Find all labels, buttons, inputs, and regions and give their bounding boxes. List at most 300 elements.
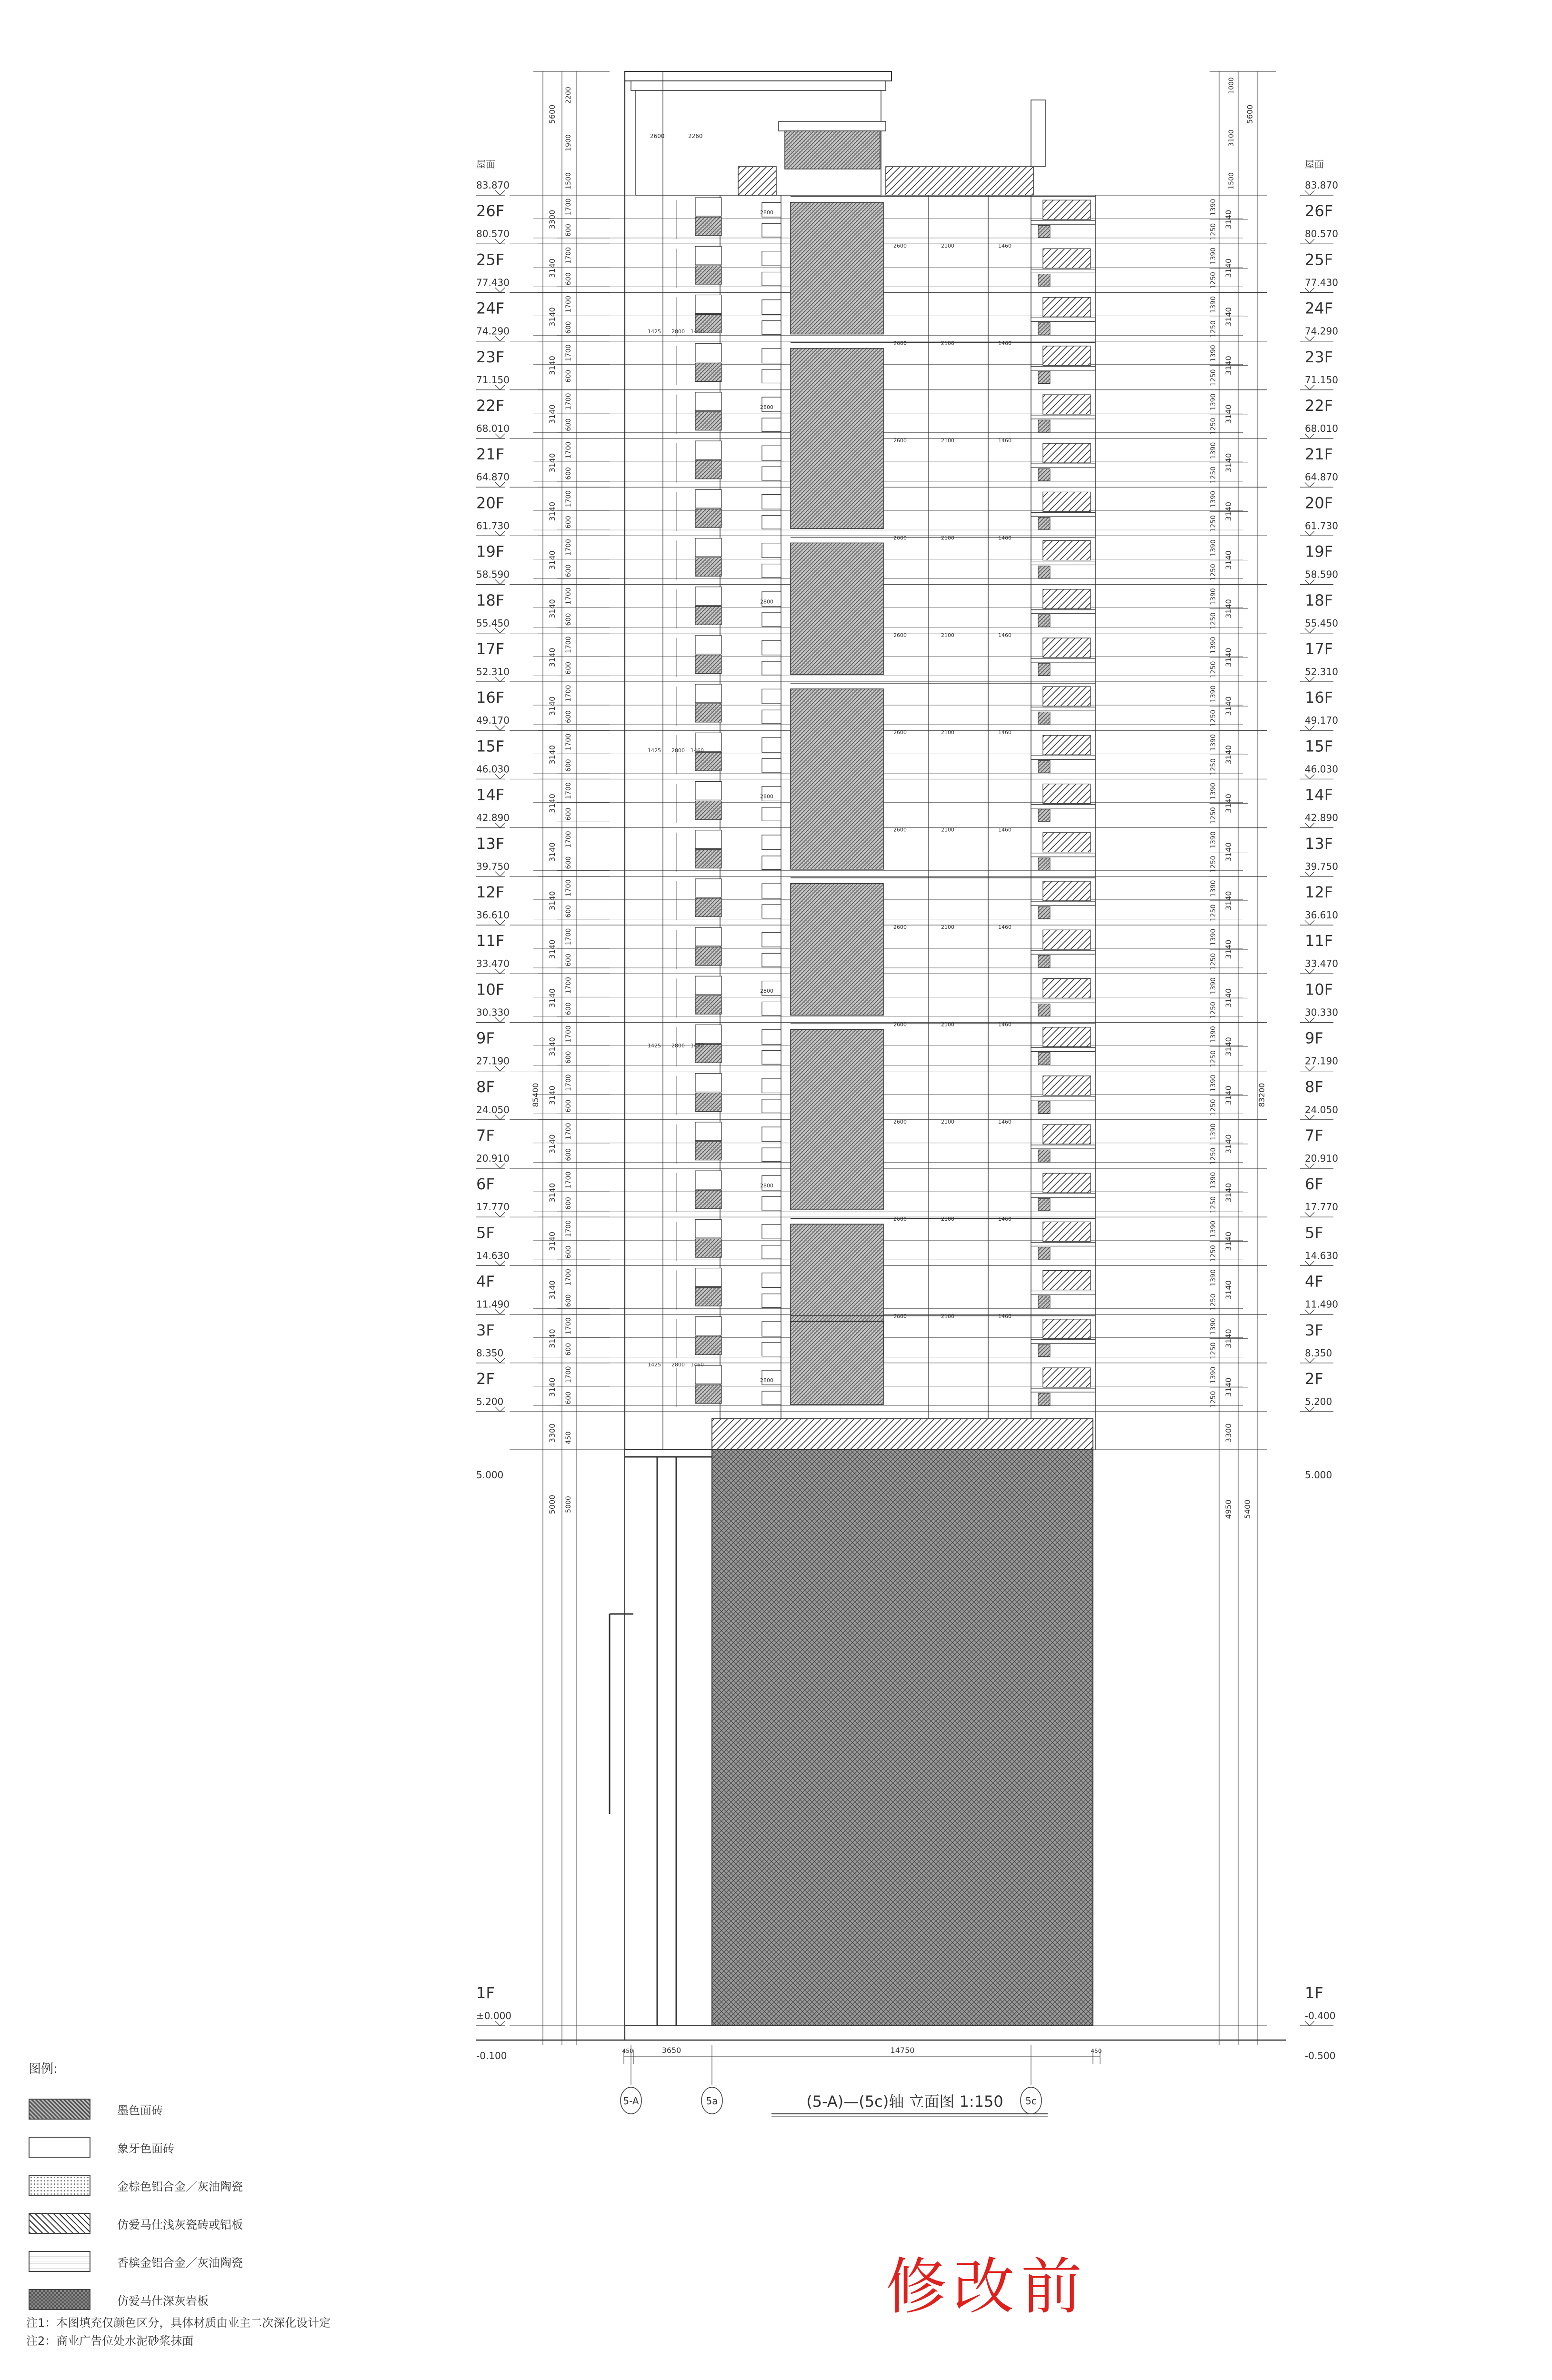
balcony-post [1038,663,1050,676]
dim-value: 1390 [1210,1269,1217,1286]
dim-value: 3140 [548,550,557,570]
panel-ivory-small [695,1219,721,1238]
elevation-right: 77.430 [1305,277,1338,289]
dim-value: 1460 [998,1118,1011,1125]
window-small [762,1343,781,1356]
level-marker-left [476,677,505,682]
dim-value: 450 [565,1431,572,1444]
panel-dark-small [695,363,721,382]
dim-value: 1250 [1210,418,1217,435]
dim-value: 600 [565,1002,572,1016]
elevation-left: 58.590 [476,568,510,580]
dim-value: 600 [565,661,572,675]
floor-label-right: 17F [1305,640,1333,658]
floor-label-right: 26F [1305,202,1333,220]
elevation-right: 74.290 [1305,325,1338,337]
dim-value: 2100 [941,924,954,930]
dim-value: 1700 [565,782,572,799]
dim-value: 1700 [565,733,572,751]
panel-dark-small [695,412,721,430]
balcony-railing [1043,492,1091,511]
window-small [762,1051,781,1065]
level-marker-right [1300,190,1333,195]
dim-value: 1425 [648,329,661,335]
window-small [762,272,781,286]
dim-value: 3140 [548,1377,557,1397]
floor-label-left: 1F [476,1984,495,2002]
dim-value: 2600 [893,729,907,736]
window-small [762,835,781,850]
panel-ivory-small [695,927,721,946]
window-small [762,543,781,558]
balcony-railing [1043,1125,1091,1144]
axis-label-c: 5c [1025,2095,1037,2107]
floor-label-right: 19F [1305,542,1333,561]
floor-label-left: 12F [476,883,505,901]
dim-value: 1460 [998,729,1011,736]
dim-value: 3140 [1224,1037,1233,1056]
dim-value: 3140 [1224,550,1233,570]
floor-label-left: 19F [476,542,505,561]
note-1: 注1：本图填充仅颜色区分，具体材质由业主二次深化设计定 [26,2316,331,2330]
dim-value: 1390 [1210,734,1217,751]
dim-value: 1250 [1210,661,1217,678]
balcony-slab [1031,464,1095,468]
dim-value: 3140 [548,453,557,473]
level-marker-left [476,337,505,341]
left-dimension-chain [531,71,610,2045]
elevation-left: 42.890 [476,812,510,824]
panel-ivory-small [695,295,721,314]
elevation-right: 55.450 [1305,617,1338,629]
dim-value: 1250 [1210,1391,1217,1408]
legend-label: 象牙色面砖 [117,2141,174,2155]
balcony-post [1038,761,1050,773]
dim-value: 2100 [941,729,954,736]
dim-value: 2100 [941,1118,954,1125]
dim-value: 3140 [1224,501,1233,521]
floor-label-right: 20F [1305,494,1333,512]
dim-value: 2600 [893,243,907,249]
level-marker-right [1300,872,1333,876]
dim-value: 1390 [1210,588,1217,605]
elevation-right: 42.890 [1305,812,1338,824]
dim-value: 3140 [548,1329,557,1349]
dim-value: 1390 [1210,831,1217,848]
dim-value: 3140 [1224,1183,1233,1203]
balcony-slab [1031,512,1095,516]
window-small [762,1273,781,1288]
balcony-slab [1031,805,1095,808]
panel-dark-large [791,1029,883,1210]
dim-value: 1390 [1210,783,1217,800]
dim-value: 600 [565,467,572,480]
dim-value: 1460 [691,747,704,754]
balcony-slab [1031,220,1095,224]
axis-label-a: 5-A [623,2095,639,2107]
dim-value: 3140 [1224,307,1233,327]
dim-value: 1390 [1210,199,1217,216]
dim-value: 1700 [565,1317,572,1334]
elevation-right: -0.400 [1305,2010,1336,2022]
panel-dark-large [791,202,883,334]
dim-value: 1250 [1210,1245,1217,1262]
level-marker-left [476,872,505,876]
dim-value: 600 [565,856,572,869]
panel-dark-large [791,349,883,529]
dim-value: 1390 [1210,345,1217,362]
panel-dark-small [695,801,721,819]
dim-value: 1460 [998,1216,1011,1223]
balcony-post [1038,1198,1050,1211]
balcony-post [1038,906,1050,919]
floor-label-right: 23F [1305,348,1333,366]
floor-label-right: 3F [1305,1321,1323,1339]
balcony-post [1038,1004,1050,1016]
balcony-slab [1031,1291,1095,1295]
panel-ivory-small [695,684,721,703]
dim-value: 3140 [548,1183,557,1203]
elevation-right: 52.310 [1305,666,1338,677]
balcony-railing [1043,735,1091,755]
balcony-post [1038,1053,1050,1065]
floor-label-left: 21F [476,445,505,464]
floor-label-right: 1F [1305,1984,1323,2002]
window-small [762,1245,781,1259]
dim-value: 1250 [1210,612,1217,630]
dim-value: 600 [565,272,572,286]
floor-label-left: 16F [476,688,505,707]
dim-value: 1425 [648,1362,661,1368]
floor-label-left: 15F [476,737,505,756]
panel-ivory-small [695,1365,721,1384]
level-marker-left [476,1407,505,1412]
revision-stamp: 修改前 [886,2251,1089,2322]
dim-value: 2800 [760,598,773,605]
level-marker-right [1300,2021,1333,2026]
level-marker-right [1300,1115,1333,1120]
dim-value: 600 [565,1051,572,1064]
dim-value: 600 [565,1245,572,1259]
dim-value: 1390 [1210,880,1217,897]
panel-dark-small [695,266,721,284]
floor-label-right: 6F [1305,1175,1323,1194]
balcony-railing [1043,1076,1091,1095]
window-small [762,251,781,266]
floor-label-right: 7F [1305,1126,1323,1145]
balcony-post [1038,809,1050,822]
floor-label-left: 23F [476,348,505,366]
dim-value: 1390 [1210,442,1217,459]
dim-value: 3140 [1224,647,1233,667]
legend-swatch-dots [29,2175,90,2196]
elevation-left: 17.770 [476,1201,510,1213]
dim-value: 1390 [1210,1026,1217,1043]
dim-value: 1250 [1210,709,1217,727]
panel-ivory-small [695,1171,721,1189]
legend-title: 图例: [29,2062,58,2076]
balcony-post [1038,1344,1050,1357]
dim-value: 600 [565,710,572,723]
window-small [762,953,781,967]
dim-value: 1390 [1210,977,1217,995]
dim-value: 3140 [1224,794,1233,813]
legend-item [29,2280,457,2319]
legend-label: 金棕色铝合金／灰油陶瓷 [117,2180,243,2193]
floor-label-left: 2F [476,1370,495,1388]
balcony-post [1038,323,1050,335]
window-small [762,1225,781,1239]
dim-value: 2600 [893,438,907,444]
dim-value: 600 [565,516,572,529]
floor-label-left: 26F [476,202,505,220]
balcony-slab [1031,707,1095,711]
window-small [762,223,781,237]
balcony-slab [1031,1145,1095,1149]
level-marker-right [1300,1261,1333,1265]
elevation-left: 27.190 [476,1055,510,1067]
level-marker-left [476,531,505,536]
floor-label-right: 11F [1305,932,1333,950]
floor-label-left: 8F [476,1077,495,1096]
drawing-title: (5-A)—(5c)轴 立面图 1:150 [806,2092,1003,2111]
floor-label-left: 20F [476,494,505,512]
elevation-left: 77.430 [476,277,510,289]
dim-value: 1250 [1210,515,1217,532]
dim-value: 2100 [941,1313,954,1320]
panel-dark-small [695,1142,721,1160]
dim-value: 3140 [1224,1085,1233,1105]
panel-ivory-small [695,392,721,411]
panel-ivory-small [695,198,721,216]
dim-value: 3140 [548,1037,557,1056]
balcony-slab [1031,658,1095,662]
dim-value: 1460 [998,924,1011,930]
dim-value: 1460 [998,535,1011,541]
balcony-railing [1043,833,1091,852]
floor-label-right: 5F [1305,1224,1323,1242]
elevation-left: 24.050 [476,1104,510,1115]
dim-value: 1700 [565,247,572,264]
right-dimension-chain [1210,71,1276,2045]
elevation-right: 58.590 [1305,568,1338,580]
legend-label: 仿爱马仕深灰岩板 [117,2294,209,2308]
dim-value: 600 [565,224,572,237]
elevation-right: 17.770 [1305,1201,1338,1213]
dim-value: 2800 [671,1043,685,1049]
level-marker-right [1300,434,1333,438]
elevation-right: 61.730 [1305,520,1338,532]
floor-label-left: 5F [476,1224,495,1242]
dim-value: 5600 [1245,104,1254,124]
dim-value: 2100 [941,1021,954,1028]
level-marker-right [1300,1407,1333,1412]
dim-value: 2600 [650,133,665,139]
dim-value: 2800 [671,329,685,335]
balcony-railing [1043,784,1091,804]
elevation-left: 49.170 [476,715,510,727]
elevation-right: 36.610 [1305,909,1338,921]
dim-value: 1390 [1210,1075,1217,1092]
dim-value: 2600 [893,1313,907,1320]
elevation-left: 5.200 [476,1396,504,1407]
dim-value: 2100 [941,827,954,833]
dim-value: 3300 [548,209,557,229]
window-small [762,1099,781,1113]
balcony-post [1038,225,1050,238]
elevation-right: 24.050 [1305,1104,1338,1115]
dim-value: 1700 [565,393,572,410]
panel-ivory-small [695,344,721,362]
dim-value: 1250 [1210,272,1217,289]
dim-value: 2100 [941,438,954,444]
panel-ivory-small [695,489,721,508]
window-small [762,321,781,335]
elevation-right: 49.170 [1305,715,1338,727]
elevation-left: 61.730 [476,520,510,532]
legend-swatch-white [29,2137,90,2158]
dim-value: 1460 [998,243,1011,249]
level-marker-left [476,1066,505,1071]
floor-label-right: 4F [1305,1272,1323,1291]
window-small [762,807,781,821]
panel-dark-small [695,1336,721,1355]
elevation-left: 55.450 [476,617,510,629]
balcony-railing [1043,1027,1091,1047]
balcony-post [1038,566,1050,578]
level-marker-left [476,482,505,487]
level-marker-right [1300,1164,1333,1168]
dim-value: 2800 [760,404,773,410]
legend [29,2059,457,2319]
balcony-post [1038,1150,1050,1162]
balcony-slab [1031,853,1095,857]
dim-value: 1460 [998,1021,1011,1028]
axis-label-b: 5a [706,2095,718,2107]
level-marker-right [1300,385,1333,390]
balcony-slab [1031,561,1095,565]
dim-value: 2600 [893,632,907,638]
window-small [762,905,781,918]
dim-value: 2600 [893,535,907,541]
dim-value: 3140 [1224,891,1233,911]
dim-value: 1700 [565,685,572,702]
dim-value: 1700 [565,441,572,459]
dim-value: 1460 [998,1313,1011,1320]
legend-swatch-dark [29,2099,90,2120]
dim-value: 1390 [1210,247,1217,265]
floor-label-right: 13F [1305,834,1333,853]
balcony-slab [1031,1388,1095,1392]
dim-value: 2100 [941,340,954,347]
panel-dark-small [695,996,721,1014]
elevation-right: 27.190 [1305,1055,1338,1067]
panel-dark-small [695,752,721,771]
dim-value: 1250 [1210,1147,1217,1165]
dim-value: 2100 [941,243,954,249]
dim-value: 1250 [1210,953,1217,970]
balcony-railing [1043,1368,1091,1387]
dim-value: 2600 [893,1216,907,1223]
dim-value: 1250 [1210,1002,1217,1019]
floor-label-right: 25F [1305,250,1333,269]
dim-value: 1460 [998,340,1011,347]
window-small [762,1148,781,1162]
dim-value: 1250 [1210,1342,1217,1360]
dim-value: 1700 [565,344,572,361]
window-small [762,640,781,655]
dim-value: 3140 [548,404,557,424]
level-marker-right [1300,823,1333,828]
dim-value: 1250 [1210,320,1217,338]
balcony-slab [1031,902,1095,906]
level-marker-right [1300,1358,1333,1363]
level-marker-left [476,628,505,633]
legend-swatch-hatch [29,2213,90,2234]
floor-label-left: 9F [476,1029,495,1047]
dim-value: 1250 [1210,466,1217,484]
dim-value: 3140 [548,647,557,667]
dim-value: 1700 [565,1171,572,1189]
dim-value: 3140 [548,939,557,959]
dim-value: 1390 [1210,296,1217,313]
panel-dark-small [695,1093,721,1112]
panel-dark-large [791,884,883,1016]
floor-label-right: 2F [1305,1370,1323,1388]
dim-value: 5400 [1243,1499,1252,1519]
level-marker-left [476,726,505,730]
elevation-right: 64.870 [1305,471,1338,483]
level-marker-left [476,920,505,925]
level-marker-left [476,1164,505,1168]
balcony-post [1038,468,1050,481]
dim-value: 3140 [548,745,557,765]
dim-value: 1425 [648,747,661,754]
floor-label-left: 4F [476,1272,495,1291]
dim-value: 2200 [565,87,572,104]
level-marker-left [476,434,505,438]
podium-fascia [712,1419,1093,1450]
dim-value: 1700 [565,539,572,556]
dim-value: 2100 [941,1216,954,1223]
dim-value: 2100 [941,535,954,541]
elevation-right: 80.570 [1305,228,1338,240]
elevation-right: 30.330 [1305,1006,1338,1018]
elevation-right: 68.010 [1305,423,1338,434]
level-marker-right [1300,580,1333,585]
floor-label-left: 7F [476,1126,495,1145]
balcony-slab [1031,999,1095,1003]
level-marker-right [1300,726,1333,730]
level-marker-left [476,1115,505,1120]
dim-value: 1390 [1210,928,1217,946]
balcony-railing [1043,443,1091,463]
storefront [625,1450,712,2026]
dim-value: 1390 [1210,1220,1217,1238]
dim-value: 3140 [1224,842,1233,862]
floor-label-left: 13F [476,834,505,853]
level-marker-right [1300,1310,1333,1314]
balcony-slab [1031,756,1095,759]
level-marker-left [476,1017,505,1022]
window-small [762,884,781,898]
window-small [762,1030,781,1045]
floor-label-left: 3F [476,1321,495,1339]
dim-value: 1700 [565,198,572,216]
floor-label-right: 14F [1305,786,1333,804]
legend-item [29,2128,457,2166]
level-marker-left [476,1212,505,1217]
